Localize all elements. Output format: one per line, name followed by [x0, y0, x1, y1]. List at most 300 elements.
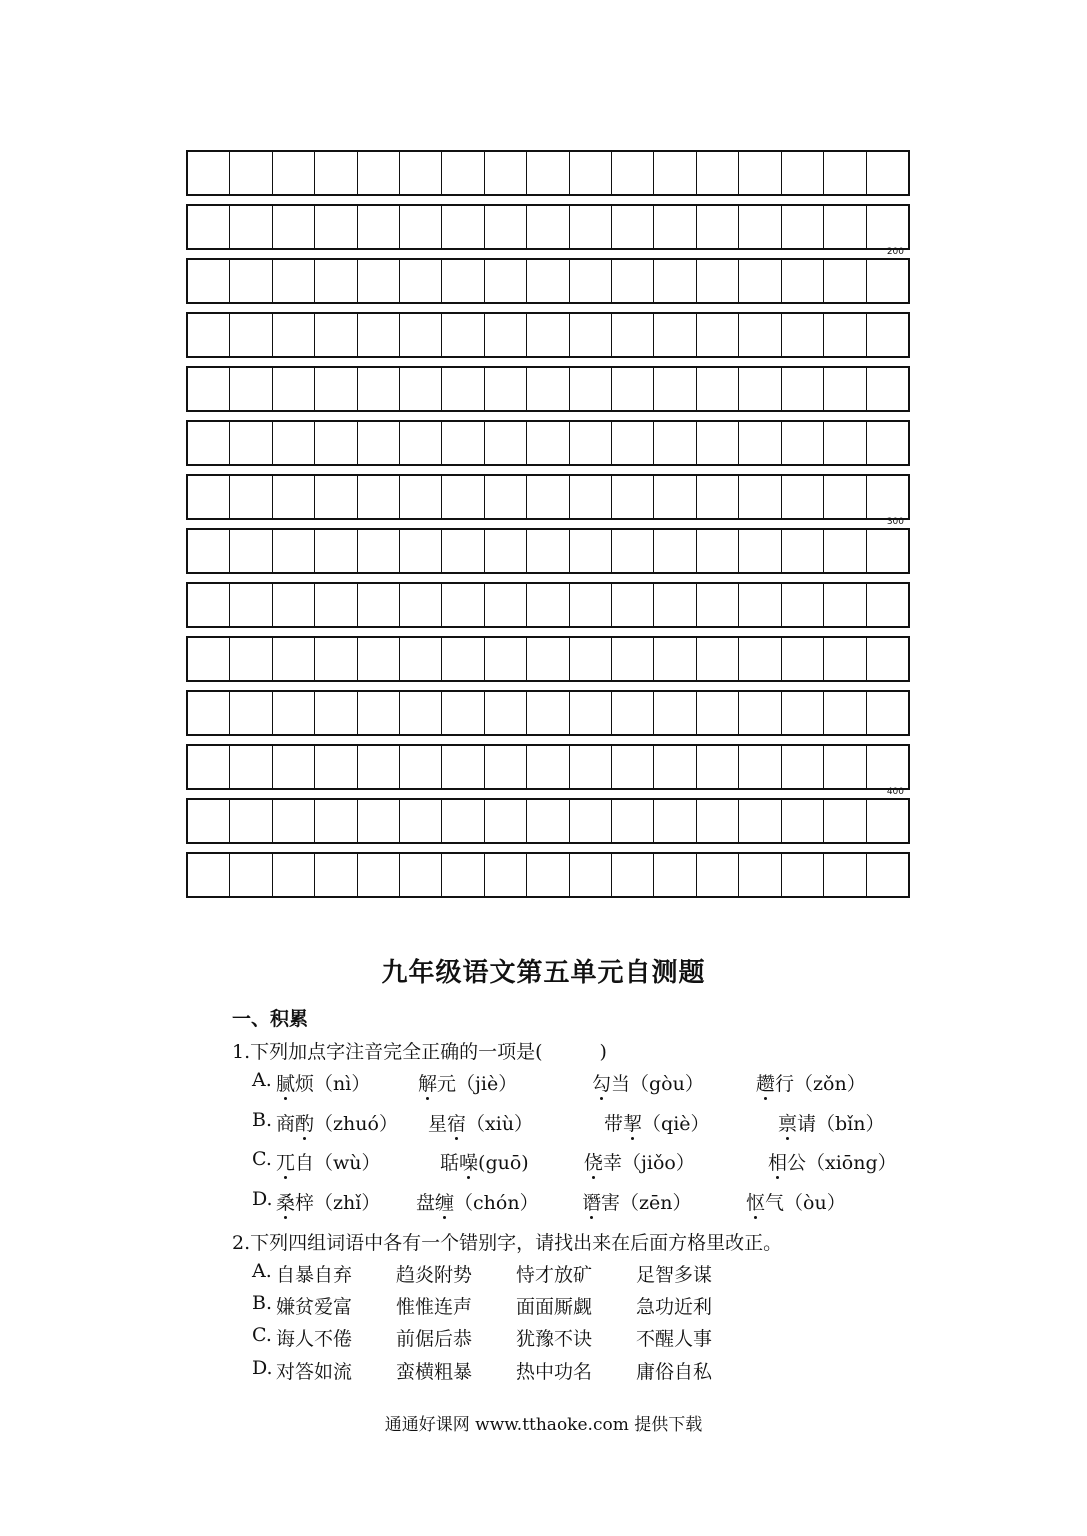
grid-cell[interactable] — [357, 422, 399, 464]
grid-cell[interactable] — [272, 584, 314, 626]
grid-cell[interactable] — [357, 638, 399, 680]
option-letter: B. — [252, 1109, 273, 1131]
grid-cell[interactable] — [229, 422, 271, 464]
grid-cell[interactable] — [272, 206, 314, 248]
grid-cell[interactable] — [823, 314, 865, 356]
grid-cell[interactable] — [569, 692, 611, 734]
grid-cell[interactable] — [611, 584, 653, 626]
grid-cell[interactable] — [866, 746, 908, 788]
grid-cell[interactable] — [441, 746, 483, 788]
grid-cell[interactable] — [272, 638, 314, 680]
grid-cell[interactable] — [188, 260, 229, 302]
grid-cell[interactable] — [399, 530, 441, 572]
grid-cell[interactable] — [441, 152, 483, 194]
grid-cell[interactable] — [399, 260, 441, 302]
grid-cell[interactable] — [484, 422, 526, 464]
grid-cell[interactable] — [272, 368, 314, 410]
grid-cell[interactable] — [526, 638, 568, 680]
grid-cell[interactable] — [738, 584, 780, 626]
grid-cell[interactable] — [484, 476, 526, 518]
grid-cell[interactable] — [696, 530, 738, 572]
grid-cell[interactable] — [441, 800, 483, 842]
grid-cell[interactable] — [229, 368, 271, 410]
grid-cell[interactable] — [484, 368, 526, 410]
grid-cell[interactable] — [357, 260, 399, 302]
footer-source: 通通好课网 www.tthaoke.com 提供下载 — [384, 1415, 703, 1435]
grid-cell[interactable] — [823, 692, 865, 734]
grid-cell[interactable] — [484, 854, 526, 896]
grid-cell[interactable] — [229, 314, 271, 356]
grid-row — [186, 690, 910, 736]
grid-cell[interactable] — [188, 368, 229, 410]
q2-c-word-2: 前倨后恭 — [396, 1328, 473, 1350]
grid-cell[interactable] — [696, 314, 738, 356]
grid-cell[interactable] — [314, 206, 356, 248]
grid-cell[interactable] — [314, 800, 356, 842]
grid-cell[interactable] — [823, 746, 865, 788]
q2-c-word-1: 诲人不倦 — [276, 1328, 353, 1350]
question-2-stem: 2.下列四组词语中各有一个错别字，请找出来在后面方格里改正。 — [232, 1232, 783, 1254]
grid-cell[interactable] — [738, 314, 780, 356]
grid-cell[interactable] — [653, 746, 695, 788]
q2-b-word-2: 惟惟连声 — [396, 1296, 473, 1318]
grid-cell[interactable] — [484, 530, 526, 572]
q2-b-word-1: 嫌贫爱富 — [276, 1296, 353, 1318]
grid-row-gap — [186, 574, 912, 582]
grid-cell[interactable] — [866, 584, 908, 626]
grid-cell[interactable] — [272, 746, 314, 788]
q1-b-item-3: 带挈（qiè） — [604, 1113, 710, 1135]
grid-cell[interactable] — [272, 260, 314, 302]
grid-cell[interactable] — [399, 800, 441, 842]
grid-cell[interactable] — [738, 152, 780, 194]
grid-cell[interactable] — [314, 476, 356, 518]
grid-cell[interactable] — [653, 422, 695, 464]
grid-cell[interactable] — [484, 800, 526, 842]
grid-cell[interactable] — [866, 206, 908, 248]
grid-cell[interactable] — [441, 584, 483, 626]
grid-row-gap — [186, 682, 912, 690]
grid-cell[interactable] — [569, 476, 611, 518]
grid-cell[interactable] — [823, 530, 865, 572]
q2-c-word-4: 不醒人事 — [636, 1328, 713, 1350]
grid-row-gap — [186, 196, 912, 204]
grid-cell[interactable] — [781, 746, 823, 788]
grid-cell[interactable] — [823, 854, 865, 896]
grid-cell[interactable] — [781, 206, 823, 248]
grid-cell[interactable] — [188, 746, 229, 788]
grid-cell[interactable] — [188, 206, 229, 248]
q1-d-item-4: 怄气（òu） — [746, 1192, 846, 1214]
grid-cell[interactable] — [823, 368, 865, 410]
grid-cell[interactable] — [484, 584, 526, 626]
grid-cell[interactable] — [781, 584, 823, 626]
grid-cell[interactable] — [611, 422, 653, 464]
grid-cell[interactable] — [484, 260, 526, 302]
grid-cell[interactable] — [866, 530, 908, 572]
grid-cell[interactable] — [738, 854, 780, 896]
q2-d-word-3: 热中功名 — [516, 1361, 593, 1383]
grid-cell[interactable] — [229, 854, 271, 896]
grid-cell[interactable] — [781, 692, 823, 734]
grid-cell[interactable] — [441, 854, 483, 896]
grid-cell[interactable] — [441, 476, 483, 518]
q2-a-word-3: 恃才放矿 — [516, 1264, 593, 1286]
grid-cell[interactable] — [781, 152, 823, 194]
grid-cell[interactable] — [314, 530, 356, 572]
grid-row-gap — [186, 412, 912, 420]
grid-cell[interactable] — [188, 476, 229, 518]
q1-d-item-3: 谮害（zēn） — [582, 1192, 692, 1214]
grid-row — [186, 204, 910, 250]
grid-cell[interactable] — [399, 692, 441, 734]
writing-grid — [186, 150, 912, 898]
grid-cell[interactable] — [484, 152, 526, 194]
grid-cell[interactable] — [738, 692, 780, 734]
grid-cell[interactable] — [188, 152, 229, 194]
grid-row — [186, 258, 910, 304]
q1-c-item-4: 相公（xiōng） — [768, 1152, 897, 1174]
grid-cell[interactable] — [569, 638, 611, 680]
grid-cell[interactable] — [823, 152, 865, 194]
q2-d-word-1: 对答如流 — [276, 1361, 353, 1383]
grid-cell[interactable] — [399, 746, 441, 788]
grid-cell[interactable] — [696, 422, 738, 464]
grid-cell[interactable] — [611, 314, 653, 356]
q2-b-word-4: 急功近利 — [636, 1296, 713, 1318]
grid-cell[interactable] — [188, 584, 229, 626]
grid-row — [186, 582, 910, 628]
grid-cell[interactable] — [526, 152, 568, 194]
grid-cell[interactable] — [823, 638, 865, 680]
option-letter: C. — [252, 1324, 272, 1346]
grid-cell[interactable] — [696, 368, 738, 410]
grid-cell[interactable] — [188, 692, 229, 734]
q1-b-item-2: 星宿（xiù） — [428, 1113, 534, 1135]
grid-cell[interactable] — [738, 746, 780, 788]
grid-cell[interactable] — [229, 584, 271, 626]
grid-cell[interactable] — [357, 206, 399, 248]
grid-cell[interactable] — [653, 692, 695, 734]
grid-cell[interactable] — [526, 854, 568, 896]
question-1-stem: 1.下列加点字注音完全正确的一项是( ) — [232, 1041, 607, 1063]
grid-cell[interactable] — [526, 476, 568, 518]
q1-a-item-4: 趱行（zǒn） — [756, 1073, 866, 1095]
q1-c-item-3: 侥幸（jiǒo） — [584, 1152, 695, 1174]
grid-cell[interactable] — [611, 530, 653, 572]
grid-cell[interactable] — [357, 800, 399, 842]
grid-cell[interactable] — [569, 530, 611, 572]
grid-cell[interactable] — [399, 854, 441, 896]
grid-cell[interactable] — [569, 422, 611, 464]
grid-cell[interactable] — [781, 422, 823, 464]
grid-cell[interactable] — [866, 692, 908, 734]
grid-cell[interactable] — [866, 368, 908, 410]
grid-cell[interactable] — [611, 152, 653, 194]
grid-cell[interactable] — [526, 584, 568, 626]
grid-cell[interactable] — [272, 152, 314, 194]
grid-cell[interactable] — [314, 692, 356, 734]
grid-row — [186, 852, 910, 898]
grid-cell[interactable] — [357, 476, 399, 518]
grid-cell[interactable] — [399, 476, 441, 518]
option-letter: A. — [252, 1069, 272, 1091]
grid-cell[interactable] — [781, 368, 823, 410]
grid-row-gap — [186, 466, 912, 474]
grid-cell[interactable] — [441, 530, 483, 572]
grid-cell[interactable] — [188, 854, 229, 896]
grid-cell[interactable] — [823, 800, 865, 842]
grid-row-gap — [186, 787, 912, 798]
grid-cell[interactable] — [441, 260, 483, 302]
grid-cell[interactable] — [696, 152, 738, 194]
grid-cell[interactable] — [357, 314, 399, 356]
grid-cell[interactable] — [526, 800, 568, 842]
grid-cell[interactable] — [823, 206, 865, 248]
grid-cell[interactable] — [781, 260, 823, 302]
grid-cell[interactable] — [188, 314, 229, 356]
grid-cell[interactable] — [357, 530, 399, 572]
grid-cell[interactable] — [781, 476, 823, 518]
grid-cell[interactable] — [696, 800, 738, 842]
grid-row — [186, 798, 910, 844]
grid-cell[interactable] — [526, 530, 568, 572]
grid-cell[interactable] — [738, 638, 780, 680]
q1-d-item-2: 盘缠（chón） — [416, 1192, 539, 1214]
grid-cell[interactable] — [399, 152, 441, 194]
grid-cell[interactable] — [314, 152, 356, 194]
grid-cell[interactable] — [229, 530, 271, 572]
grid-cell[interactable] — [272, 854, 314, 896]
grid-cell[interactable] — [399, 584, 441, 626]
grid-cell[interactable] — [653, 368, 695, 410]
grid-cell[interactable] — [229, 638, 271, 680]
grid-cell[interactable] — [399, 314, 441, 356]
grid-cell[interactable] — [569, 260, 611, 302]
grid-cell[interactable] — [441, 368, 483, 410]
grid-row-gap — [186, 304, 912, 312]
grid-cell[interactable] — [611, 854, 653, 896]
grid-cell[interactable] — [314, 746, 356, 788]
q2-a-word-1: 自暴自弃 — [276, 1264, 353, 1286]
grid-cell[interactable] — [314, 314, 356, 356]
grid-row-gap — [186, 358, 912, 366]
grid-cell[interactable] — [229, 260, 271, 302]
grid-cell[interactable] — [866, 152, 908, 194]
grid-cell[interactable] — [696, 854, 738, 896]
grid-cell[interactable] — [781, 638, 823, 680]
grid-cell[interactable] — [272, 476, 314, 518]
grid-cell[interactable] — [738, 206, 780, 248]
grid-cell[interactable] — [441, 206, 483, 248]
grid-cell[interactable] — [738, 368, 780, 410]
grid-cell[interactable] — [484, 314, 526, 356]
grid-cell[interactable] — [399, 206, 441, 248]
grid-cell[interactable] — [738, 476, 780, 518]
grid-cell[interactable] — [569, 152, 611, 194]
q2-a-word-4: 足智多谋 — [636, 1264, 713, 1286]
grid-cell[interactable] — [611, 746, 653, 788]
grid-cell[interactable] — [653, 476, 695, 518]
grid-cell[interactable] — [696, 206, 738, 248]
grid-cell[interactable] — [229, 206, 271, 248]
grid-cell[interactable] — [188, 638, 229, 680]
grid-cell[interactable] — [866, 638, 908, 680]
q2-b-word-3: 面面厮觑 — [516, 1296, 593, 1318]
grid-cell[interactable] — [866, 314, 908, 356]
grid-cell[interactable] — [738, 530, 780, 572]
grid-cell[interactable] — [357, 692, 399, 734]
grid-cell[interactable] — [653, 152, 695, 194]
grid-cell[interactable] — [569, 800, 611, 842]
grid-cell[interactable] — [738, 422, 780, 464]
grid-cell[interactable] — [314, 638, 356, 680]
grid-cell[interactable] — [823, 260, 865, 302]
grid-cell[interactable] — [399, 368, 441, 410]
grid-cell[interactable] — [272, 530, 314, 572]
grid-cell[interactable] — [653, 638, 695, 680]
grid-row-gap — [186, 247, 912, 258]
grid-cell[interactable] — [866, 854, 908, 896]
grid-cell[interactable] — [314, 854, 356, 896]
grid-cell[interactable] — [484, 206, 526, 248]
grid-cell[interactable] — [823, 584, 865, 626]
grid-cell[interactable] — [696, 638, 738, 680]
grid-cell[interactable] — [441, 422, 483, 464]
q2-a-word-2: 趋炎附势 — [396, 1264, 473, 1286]
grid-cell[interactable] — [314, 422, 356, 464]
word-count-mark: 200 — [886, 247, 904, 257]
option-letter: A. — [252, 1260, 272, 1282]
grid-cell[interactable] — [357, 152, 399, 194]
grid-cell[interactable] — [399, 638, 441, 680]
grid-cell[interactable] — [653, 854, 695, 896]
grid-cell[interactable] — [526, 368, 568, 410]
q2-d-word-2: 蛮横粗暴 — [396, 1361, 473, 1383]
grid-cell[interactable] — [357, 584, 399, 626]
word-count-mark: 300 — [886, 517, 904, 527]
grid-cell[interactable] — [314, 368, 356, 410]
grid-cell[interactable] — [229, 476, 271, 518]
grid-cell[interactable] — [229, 800, 271, 842]
grid-cell[interactable] — [653, 260, 695, 302]
grid-cell[interactable] — [569, 368, 611, 410]
grid-cell[interactable] — [272, 692, 314, 734]
option-letter: B. — [252, 1292, 273, 1314]
grid-cell[interactable] — [611, 476, 653, 518]
grid-cell[interactable] — [611, 206, 653, 248]
grid-cell[interactable] — [569, 314, 611, 356]
grid-cell[interactable] — [357, 746, 399, 788]
grid-cell[interactable] — [823, 476, 865, 518]
grid-cell[interactable] — [229, 746, 271, 788]
grid-cell[interactable] — [229, 152, 271, 194]
grid-cell[interactable] — [314, 584, 356, 626]
grid-cell[interactable] — [738, 800, 780, 842]
grid-cell[interactable] — [526, 746, 568, 788]
grid-cell[interactable] — [188, 800, 229, 842]
grid-row — [186, 528, 910, 574]
grid-cell[interactable] — [611, 368, 653, 410]
grid-cell[interactable] — [569, 854, 611, 896]
grid-cell[interactable] — [441, 314, 483, 356]
grid-row — [186, 474, 910, 520]
grid-cell[interactable] — [696, 260, 738, 302]
grid-cell[interactable] — [526, 692, 568, 734]
grid-cell[interactable] — [526, 206, 568, 248]
grid-cell[interactable] — [569, 746, 611, 788]
grid-cell[interactable] — [866, 260, 908, 302]
grid-cell[interactable] — [611, 260, 653, 302]
option-letter: D. — [252, 1357, 273, 1379]
section-heading: 一、积累 — [232, 1008, 309, 1030]
grid-cell[interactable] — [823, 422, 865, 464]
word-count-mark: 400 — [886, 787, 904, 797]
grid-cell[interactable] — [526, 314, 568, 356]
grid-cell[interactable] — [484, 638, 526, 680]
grid-cell[interactable] — [272, 422, 314, 464]
grid-cell[interactable] — [357, 368, 399, 410]
grid-cell[interactable] — [781, 530, 823, 572]
grid-cell[interactable] — [484, 692, 526, 734]
grid-cell[interactable] — [611, 638, 653, 680]
grid-cell[interactable] — [696, 746, 738, 788]
grid-cell[interactable] — [272, 800, 314, 842]
grid-cell[interactable] — [357, 854, 399, 896]
grid-cell[interactable] — [696, 584, 738, 626]
grid-cell[interactable] — [484, 746, 526, 788]
exam-title: 九年级语文第五单元自测题 — [381, 958, 706, 988]
grid-cell[interactable] — [653, 584, 695, 626]
grid-cell[interactable] — [569, 584, 611, 626]
grid-cell[interactable] — [188, 422, 229, 464]
option-letter: D. — [252, 1188, 273, 1210]
grid-cell[interactable] — [653, 314, 695, 356]
grid-cell[interactable] — [526, 422, 568, 464]
grid-cell[interactable] — [653, 530, 695, 572]
grid-cell[interactable] — [526, 260, 568, 302]
grid-cell[interactable] — [866, 422, 908, 464]
grid-cell[interactable] — [653, 206, 695, 248]
grid-cell[interactable] — [738, 260, 780, 302]
grid-cell[interactable] — [696, 692, 738, 734]
grid-cell[interactable] — [611, 800, 653, 842]
grid-row-gap — [186, 736, 912, 744]
grid-cell[interactable] — [441, 692, 483, 734]
grid-cell[interactable] — [866, 476, 908, 518]
grid-row-gap — [186, 628, 912, 636]
grid-cell[interactable] — [314, 260, 356, 302]
grid-cell[interactable] — [781, 854, 823, 896]
q1-b-item-1: 商酌（zhuó） — [276, 1113, 398, 1135]
grid-cell[interactable] — [188, 530, 229, 572]
grid-cell[interactable] — [781, 314, 823, 356]
grid-cell[interactable] — [866, 800, 908, 842]
grid-cell[interactable] — [611, 692, 653, 734]
grid-cell[interactable] — [441, 638, 483, 680]
grid-cell[interactable] — [399, 422, 441, 464]
grid-row-gap — [186, 517, 912, 528]
grid-cell[interactable] — [569, 206, 611, 248]
q1-d-item-1: 桑梓（zhǐ） — [276, 1192, 381, 1214]
grid-cell[interactable] — [272, 314, 314, 356]
grid-row — [186, 312, 910, 358]
q1-a-item-3: 勾当（gòu） — [592, 1073, 704, 1095]
grid-cell[interactable] — [696, 476, 738, 518]
grid-cell[interactable] — [653, 800, 695, 842]
grid-cell[interactable] — [781, 800, 823, 842]
grid-cell[interactable] — [229, 692, 271, 734]
